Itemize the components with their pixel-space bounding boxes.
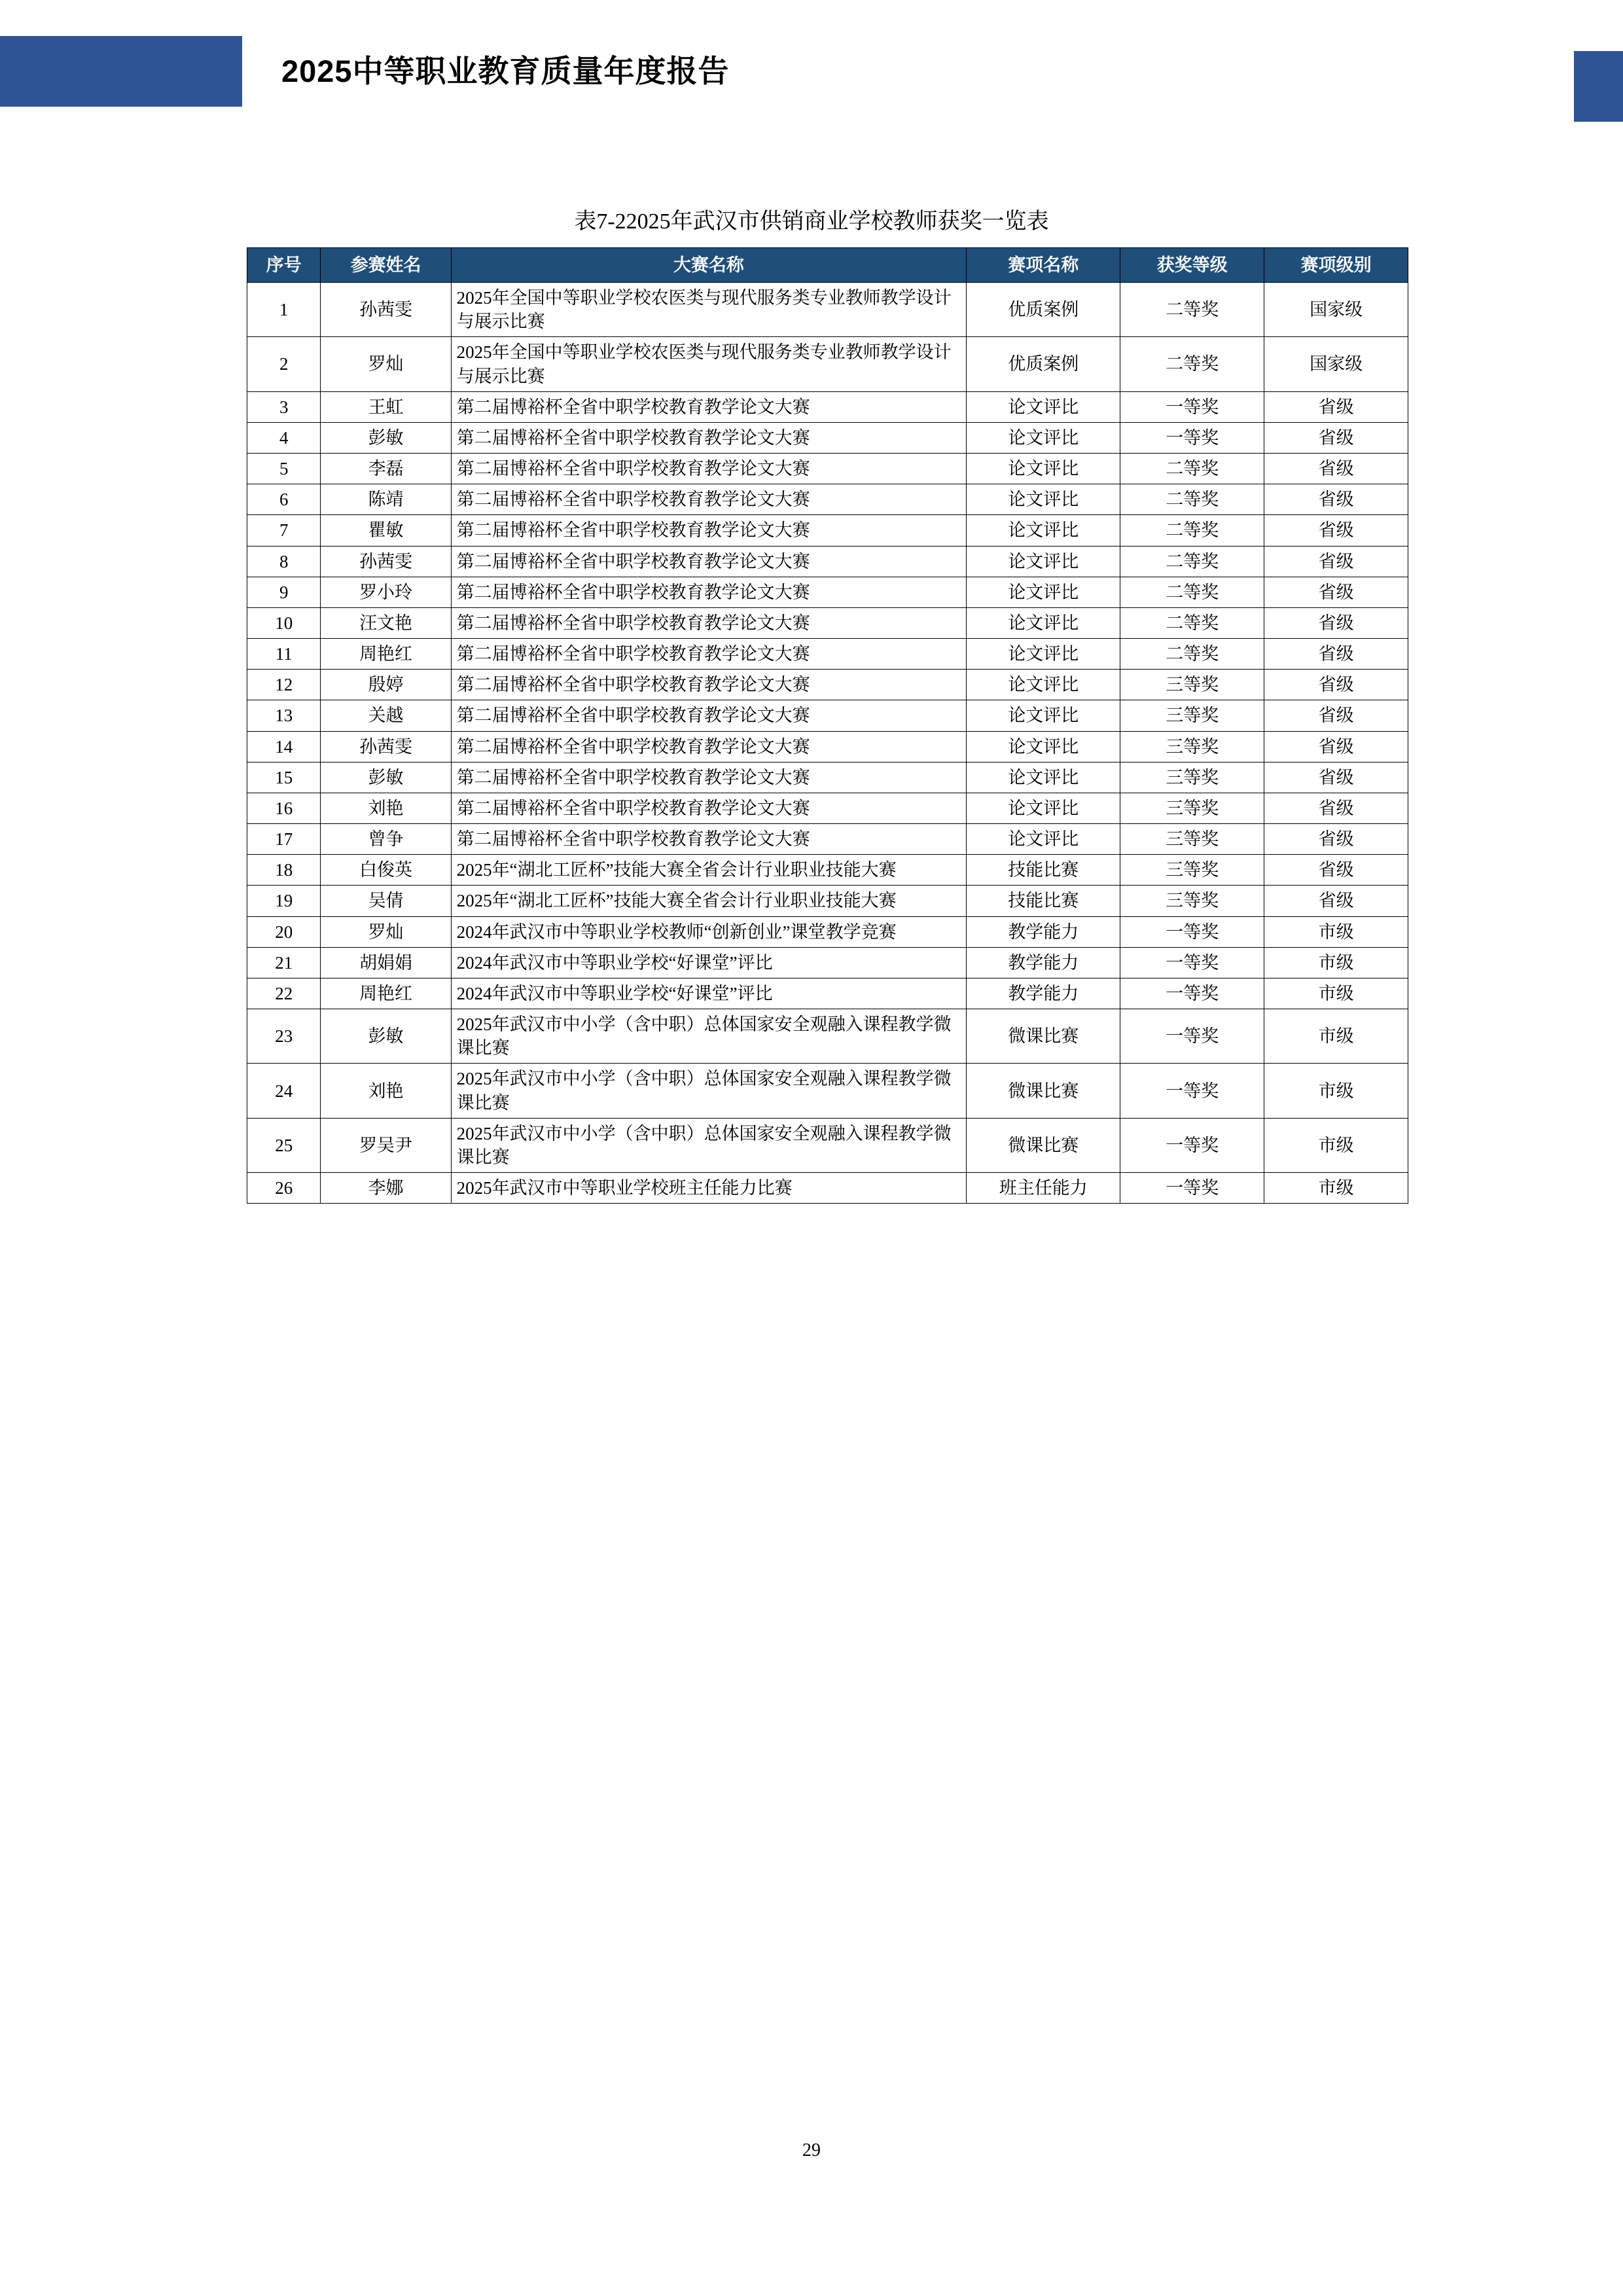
cell-level: 二等奖 bbox=[1120, 515, 1264, 546]
cell-item: 教学能力 bbox=[967, 947, 1120, 978]
column-header-no: 序号 bbox=[247, 248, 321, 283]
cell-item: 论文评比 bbox=[967, 639, 1120, 670]
table-row bbox=[247, 670, 1408, 700]
cell-name: 李娜 bbox=[321, 1173, 451, 1204]
cell-grade: 国家级 bbox=[1264, 283, 1408, 337]
cell-name: 吴倩 bbox=[321, 886, 451, 916]
cell-level: 一等奖 bbox=[1120, 916, 1264, 947]
cell-grade: 省级 bbox=[1264, 700, 1408, 731]
cell-level: 一等奖 bbox=[1120, 947, 1264, 978]
cell-name: 彭敏 bbox=[321, 762, 451, 793]
cell-competition: 2025年“湖北工匠杯”技能大赛全省会计行业职业技能大赛 bbox=[451, 855, 966, 886]
page-header bbox=[0, 0, 1623, 141]
column-header-competition: 大赛名称 bbox=[451, 248, 966, 283]
cell-no: 25 bbox=[247, 1118, 321, 1172]
table-row bbox=[247, 1064, 1408, 1118]
cell-competition: 2025年武汉市中小学（含中职）总体国家安全观融入课程教学微课比赛 bbox=[451, 1064, 966, 1118]
cell-grade: 省级 bbox=[1264, 762, 1408, 793]
cell-name: 陈靖 bbox=[321, 484, 451, 515]
cell-level: 三等奖 bbox=[1120, 886, 1264, 916]
cell-item: 论文评比 bbox=[967, 422, 1120, 453]
cell-level: 二等奖 bbox=[1120, 639, 1264, 670]
cell-name: 彭敏 bbox=[321, 1009, 451, 1064]
cell-level: 三等奖 bbox=[1120, 824, 1264, 855]
cell-name: 瞿敏 bbox=[321, 515, 451, 546]
table-row bbox=[247, 1173, 1408, 1204]
cell-grade: 市级 bbox=[1264, 1009, 1408, 1064]
table-row bbox=[247, 391, 1408, 422]
cell-no: 16 bbox=[247, 793, 321, 823]
column-header-grade: 赛项级别 bbox=[1264, 248, 1408, 283]
cell-no: 1 bbox=[247, 283, 321, 337]
cell-grade: 省级 bbox=[1264, 886, 1408, 916]
cell-level: 二等奖 bbox=[1120, 337, 1264, 391]
table-row bbox=[247, 947, 1408, 978]
table-row bbox=[247, 1118, 1408, 1172]
cell-competition: 第二届博裕杯全省中职学校教育教学论文大赛 bbox=[451, 639, 966, 670]
cell-item: 技能比赛 bbox=[967, 886, 1120, 916]
cell-competition: 第二届博裕杯全省中职学校教育教学论文大赛 bbox=[451, 607, 966, 638]
cell-no: 6 bbox=[247, 484, 321, 515]
cell-no: 2 bbox=[247, 337, 321, 391]
table-row bbox=[247, 283, 1408, 337]
cell-level: 三等奖 bbox=[1120, 855, 1264, 886]
cell-grade: 市级 bbox=[1264, 916, 1408, 947]
cell-grade: 市级 bbox=[1264, 947, 1408, 978]
cell-grade: 省级 bbox=[1264, 484, 1408, 515]
award-table bbox=[247, 247, 1408, 1204]
cell-no: 13 bbox=[247, 700, 321, 731]
cell-no: 23 bbox=[247, 1009, 321, 1064]
cell-grade: 省级 bbox=[1264, 639, 1408, 670]
header-accent-bar-right bbox=[1574, 51, 1623, 122]
cell-competition: 第二届博裕杯全省中职学校教育教学论文大赛 bbox=[451, 577, 966, 607]
cell-name: 彭敏 bbox=[321, 422, 451, 453]
cell-level: 三等奖 bbox=[1120, 793, 1264, 823]
cell-name: 周艳红 bbox=[321, 978, 451, 1009]
cell-level: 三等奖 bbox=[1120, 670, 1264, 700]
cell-item: 论文评比 bbox=[967, 762, 1120, 793]
cell-grade: 省级 bbox=[1264, 515, 1408, 546]
cell-item: 论文评比 bbox=[967, 793, 1120, 823]
cell-competition: 2025年武汉市中小学（含中职）总体国家安全观融入课程教学微课比赛 bbox=[451, 1118, 966, 1172]
table-row bbox=[247, 731, 1408, 762]
column-header-level: 获奖等级 bbox=[1120, 248, 1264, 283]
cell-competition: 第二届博裕杯全省中职学校教育教学论文大赛 bbox=[451, 731, 966, 762]
cell-grade: 市级 bbox=[1264, 1173, 1408, 1204]
cell-item: 优质案例 bbox=[967, 283, 1120, 337]
cell-competition: 2024年武汉市中等职业学校“好课堂”评比 bbox=[451, 947, 966, 978]
table-row bbox=[247, 855, 1408, 886]
cell-grade: 省级 bbox=[1264, 391, 1408, 422]
cell-grade: 国家级 bbox=[1264, 337, 1408, 391]
cell-no: 4 bbox=[247, 422, 321, 453]
cell-name: 王虹 bbox=[321, 391, 451, 422]
cell-no: 15 bbox=[247, 762, 321, 793]
cell-no: 11 bbox=[247, 639, 321, 670]
cell-item: 微课比赛 bbox=[967, 1009, 1120, 1064]
cell-no: 14 bbox=[247, 731, 321, 762]
cell-item: 微课比赛 bbox=[967, 1064, 1120, 1118]
cell-grade: 市级 bbox=[1264, 978, 1408, 1009]
table-row bbox=[247, 916, 1408, 947]
cell-item: 教学能力 bbox=[967, 916, 1120, 947]
cell-no: 22 bbox=[247, 978, 321, 1009]
cell-item: 论文评比 bbox=[967, 515, 1120, 546]
cell-level: 一等奖 bbox=[1120, 391, 1264, 422]
table-row bbox=[247, 700, 1408, 731]
cell-item: 论文评比 bbox=[967, 731, 1120, 762]
cell-no: 26 bbox=[247, 1173, 321, 1204]
cell-name: 孙茜雯 bbox=[321, 283, 451, 337]
cell-competition: 第二届博裕杯全省中职学校教育教学论文大赛 bbox=[451, 454, 966, 484]
cell-no: 20 bbox=[247, 916, 321, 947]
cell-competition: 2025年武汉市中小学（含中职）总体国家安全观融入课程教学微课比赛 bbox=[451, 1009, 966, 1064]
cell-grade: 省级 bbox=[1264, 577, 1408, 607]
award-table-container bbox=[247, 247, 1408, 1204]
cell-level: 二等奖 bbox=[1120, 577, 1264, 607]
cell-competition: 2024年武汉市中等职业学校“好课堂”评比 bbox=[451, 978, 966, 1009]
table-row bbox=[247, 337, 1408, 391]
cell-level: 二等奖 bbox=[1120, 546, 1264, 577]
cell-grade: 省级 bbox=[1264, 670, 1408, 700]
cell-grade: 省级 bbox=[1264, 731, 1408, 762]
cell-item: 论文评比 bbox=[967, 607, 1120, 638]
cell-name: 曾争 bbox=[321, 824, 451, 855]
cell-competition: 2025年全国中等职业学校农医类与现代服务类专业教师教学设计与展示比赛 bbox=[451, 337, 966, 391]
cell-grade: 省级 bbox=[1264, 793, 1408, 823]
cell-level: 一等奖 bbox=[1120, 1009, 1264, 1064]
cell-competition: 第二届博裕杯全省中职学校教育教学论文大赛 bbox=[451, 793, 966, 823]
table-row bbox=[247, 484, 1408, 515]
cell-level: 二等奖 bbox=[1120, 607, 1264, 638]
cell-name: 刘艳 bbox=[321, 793, 451, 823]
cell-item: 论文评比 bbox=[967, 824, 1120, 855]
cell-no: 18 bbox=[247, 855, 321, 886]
page-title: 2025中等职业教育质量年度报告 bbox=[281, 54, 730, 88]
cell-level: 一等奖 bbox=[1120, 978, 1264, 1009]
column-header-name: 参赛姓名 bbox=[321, 248, 451, 283]
cell-item: 微课比赛 bbox=[967, 1118, 1120, 1172]
cell-competition: 第二届博裕杯全省中职学校教育教学论文大赛 bbox=[451, 546, 966, 577]
cell-name: 白俊英 bbox=[321, 855, 451, 886]
table-row bbox=[247, 546, 1408, 577]
cell-grade: 省级 bbox=[1264, 855, 1408, 886]
header-accent-bar-left bbox=[0, 36, 242, 107]
cell-item: 论文评比 bbox=[967, 391, 1120, 422]
cell-grade: 省级 bbox=[1264, 422, 1408, 453]
table-row bbox=[247, 607, 1408, 638]
cell-name: 胡娟娟 bbox=[321, 947, 451, 978]
cell-competition: 2024年武汉市中等职业学校教师“创新创业”课堂教学竞赛 bbox=[451, 916, 966, 947]
table-row bbox=[247, 577, 1408, 607]
cell-level: 三等奖 bbox=[1120, 700, 1264, 731]
cell-item: 论文评比 bbox=[967, 700, 1120, 731]
table-row bbox=[247, 422, 1408, 453]
cell-no: 21 bbox=[247, 947, 321, 978]
cell-no: 3 bbox=[247, 391, 321, 422]
cell-no: 19 bbox=[247, 886, 321, 916]
column-header-item: 赛项名称 bbox=[967, 248, 1120, 283]
cell-name: 罗吴尹 bbox=[321, 1118, 451, 1172]
cell-level: 三等奖 bbox=[1120, 762, 1264, 793]
table-row bbox=[247, 762, 1408, 793]
cell-competition: 2025年全国中等职业学校农医类与现代服务类专业教师教学设计与展示比赛 bbox=[451, 283, 966, 337]
cell-name: 汪文艳 bbox=[321, 607, 451, 638]
cell-grade: 市级 bbox=[1264, 1064, 1408, 1118]
cell-level: 一等奖 bbox=[1120, 1173, 1264, 1204]
cell-item: 论文评比 bbox=[967, 484, 1120, 515]
page-number: 29 bbox=[802, 2140, 821, 2161]
cell-grade: 省级 bbox=[1264, 824, 1408, 855]
cell-competition: 第二届博裕杯全省中职学校教育教学论文大赛 bbox=[451, 670, 966, 700]
cell-level: 二等奖 bbox=[1120, 484, 1264, 515]
cell-competition: 第二届博裕杯全省中职学校教育教学论文大赛 bbox=[451, 824, 966, 855]
cell-name: 周艳红 bbox=[321, 639, 451, 670]
cell-name: 罗灿 bbox=[321, 337, 451, 391]
cell-grade: 省级 bbox=[1264, 607, 1408, 638]
cell-name: 罗小玲 bbox=[321, 577, 451, 607]
cell-competition: 第二届博裕杯全省中职学校教育教学论文大赛 bbox=[451, 484, 966, 515]
cell-no: 12 bbox=[247, 670, 321, 700]
cell-item: 论文评比 bbox=[967, 454, 1120, 484]
cell-item: 优质案例 bbox=[967, 337, 1120, 391]
cell-competition: 第二届博裕杯全省中职学校教育教学论文大赛 bbox=[451, 422, 966, 453]
cell-no: 24 bbox=[247, 1064, 321, 1118]
cell-no: 7 bbox=[247, 515, 321, 546]
cell-competition: 2025年“湖北工匠杯”技能大赛全省会计行业职业技能大赛 bbox=[451, 886, 966, 916]
table-head bbox=[247, 248, 1408, 283]
table-row bbox=[247, 454, 1408, 484]
cell-no: 9 bbox=[247, 577, 321, 607]
cell-no: 5 bbox=[247, 454, 321, 484]
cell-competition: 第二届博裕杯全省中职学校教育教学论文大赛 bbox=[451, 515, 966, 546]
cell-grade: 省级 bbox=[1264, 546, 1408, 577]
cell-level: 三等奖 bbox=[1120, 731, 1264, 762]
table-row bbox=[247, 1009, 1408, 1064]
cell-name: 殷婷 bbox=[321, 670, 451, 700]
cell-grade: 市级 bbox=[1264, 1118, 1408, 1172]
cell-name: 罗灿 bbox=[321, 916, 451, 947]
table-row bbox=[247, 824, 1408, 855]
table-row bbox=[247, 793, 1408, 823]
cell-competition: 第二届博裕杯全省中职学校教育教学论文大赛 bbox=[451, 762, 966, 793]
cell-level: 一等奖 bbox=[1120, 1064, 1264, 1118]
cell-no: 10 bbox=[247, 607, 321, 638]
cell-no: 8 bbox=[247, 546, 321, 577]
cell-item: 技能比赛 bbox=[967, 855, 1120, 886]
table-row bbox=[247, 886, 1408, 916]
table-caption: 表7-22025年武汉市供销商业学校教师获奖一览表 bbox=[574, 209, 1049, 234]
cell-no: 17 bbox=[247, 824, 321, 855]
cell-competition: 第二届博裕杯全省中职学校教育教学论文大赛 bbox=[451, 391, 966, 422]
cell-competition: 2025年武汉市中等职业学校班主任能力比赛 bbox=[451, 1173, 966, 1204]
cell-name: 关越 bbox=[321, 700, 451, 731]
cell-item: 论文评比 bbox=[967, 546, 1120, 577]
cell-item: 论文评比 bbox=[967, 577, 1120, 607]
cell-item: 论文评比 bbox=[967, 670, 1120, 700]
table-row bbox=[247, 639, 1408, 670]
table-header-row bbox=[247, 248, 1408, 283]
cell-competition: 第二届博裕杯全省中职学校教育教学论文大赛 bbox=[451, 700, 966, 731]
cell-grade: 省级 bbox=[1264, 454, 1408, 484]
table-row bbox=[247, 515, 1408, 546]
table-row bbox=[247, 978, 1408, 1009]
table-body bbox=[247, 283, 1408, 1204]
cell-item: 教学能力 bbox=[967, 978, 1120, 1009]
cell-level: 一等奖 bbox=[1120, 1118, 1264, 1172]
cell-item: 班主任能力 bbox=[967, 1173, 1120, 1204]
cell-name: 刘艳 bbox=[321, 1064, 451, 1118]
cell-name: 孙茜雯 bbox=[321, 546, 451, 577]
cell-name: 孙茜雯 bbox=[321, 731, 451, 762]
cell-level: 二等奖 bbox=[1120, 283, 1264, 337]
cell-level: 一等奖 bbox=[1120, 422, 1264, 453]
cell-name: 李磊 bbox=[321, 454, 451, 484]
cell-level: 二等奖 bbox=[1120, 454, 1264, 484]
